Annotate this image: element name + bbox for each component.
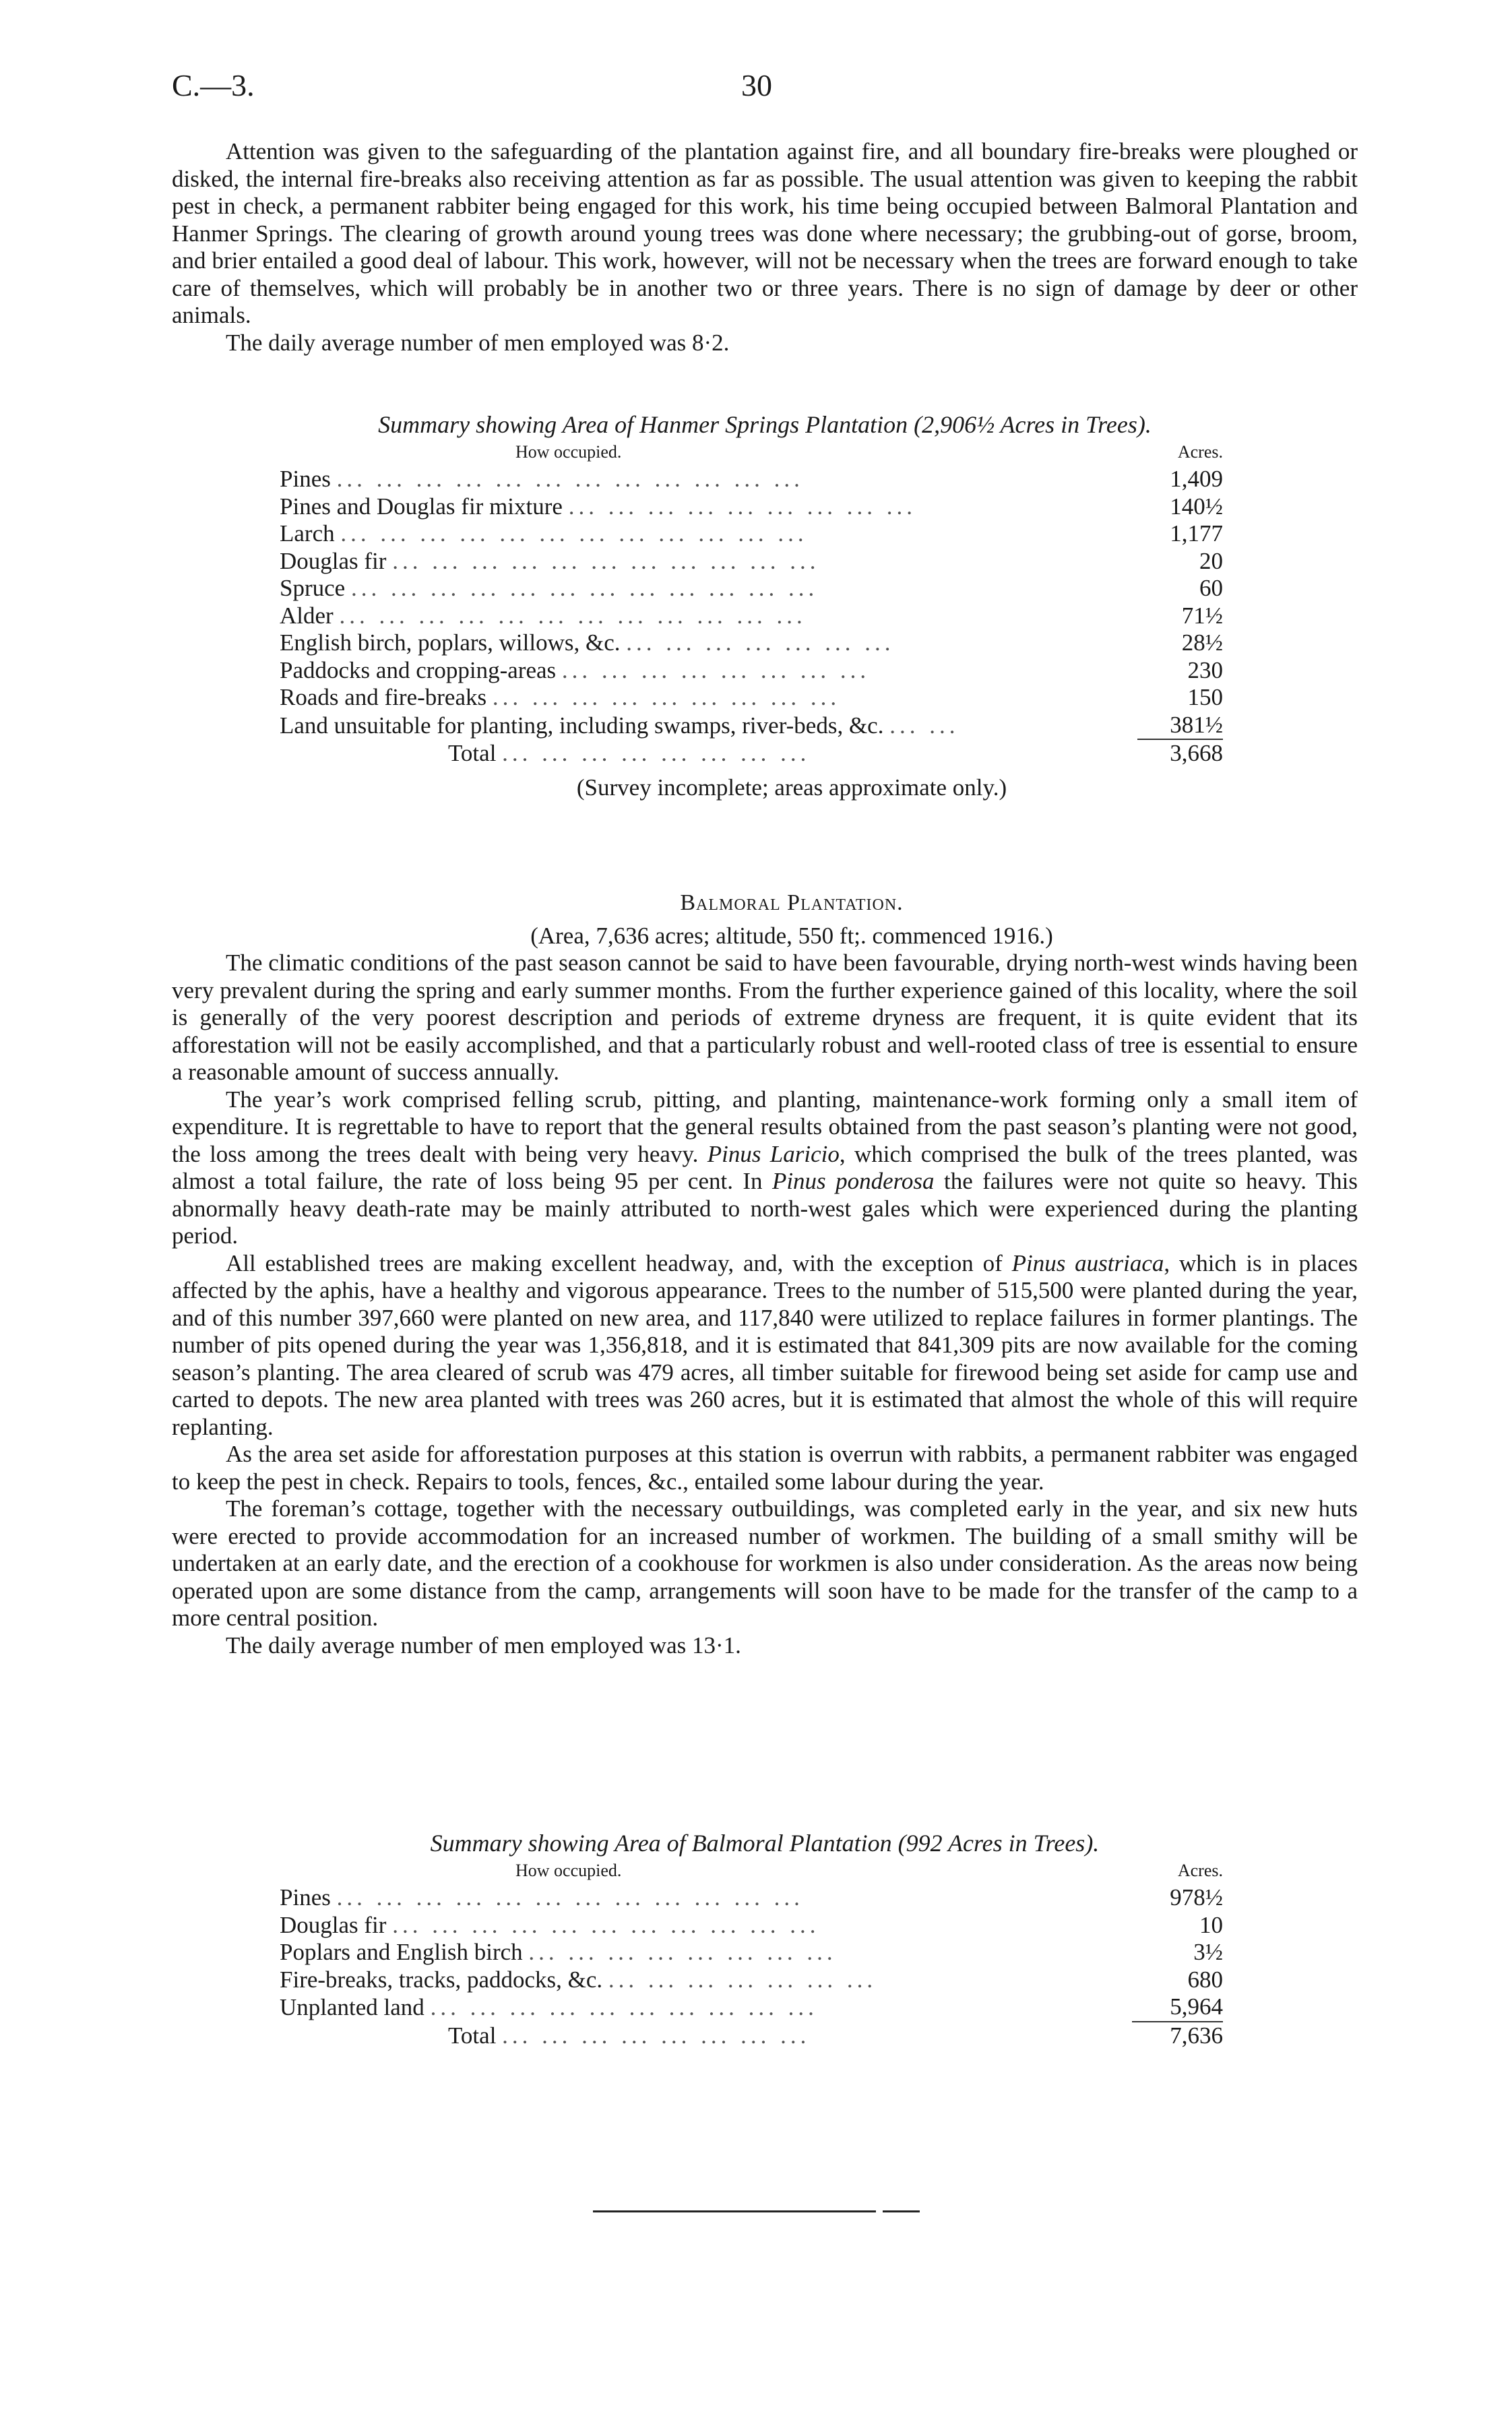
row-label: Douglas fir [280,1911,387,1938]
species-name: Pinus ponderosa [771,1168,935,1194]
column-header-how-occupied: How occupied. [515,1860,622,1880]
row-label: Unplanted land [280,1994,424,2020]
row-label: Pines and Douglas fir mixture [280,493,563,520]
row-label: Pines [280,1884,331,1911]
row-label: Land unsuitable for planting, including swamps, river-beds, &c. [280,712,884,739]
total-value: 7,636 [1132,2022,1223,2050]
row-value: 1,409 [1170,466,1223,492]
hanmer-summary [172,411,1358,801]
row-value: 71½ [1181,602,1223,629]
table-row: Pines ... ... ... ... ... ... ... ... ... ... ... ... 978½ [280,1884,1223,1911]
table-row: Spruce ... ... ... ... ... ... ... ... ... ... ... ... 60 [280,575,1223,601]
hanmer-paragraph-2: The daily average number of men employed was 8·2. [226,329,730,356]
row-value: 3½ [1193,1939,1223,1965]
table-header-row [280,439,1223,466]
table-row: Pines ... ... ... ... ... ... ... ... ... ... ... ... 1,409 [280,466,1223,492]
balmoral-paragraph-5: The foreman’s cottage, together with the necessary outbuildings, was completed early in the year, and six new huts were erected to provide accommodation for an increased number of workmen. The building of a small smithy will be undertaken at an early date, and the erection of a cookhouse for workmen is also under consideration. As the areas now being operated upon are some distance from the camp, arrangements will soon have to be made for the transfer of the camp to a more central position. [172,1495,1358,1631]
row-label: Pines [280,466,331,492]
row-value: 5,964 [1170,1993,1223,2020]
table-row: English birch, poplars, willows, &c. ... ... ... ... ... ... ... 28½ [280,629,1223,656]
table-total-row: Total ... ... ... ... ... ... ... ... 3,668 [448,740,1223,766]
closing-rule-short [883,2210,920,2212]
species-name: Pinus austriaca [1011,1249,1164,1276]
row-label: Poplars and English birch [280,1939,523,1965]
total-value: 3,668 [1137,739,1223,768]
closing-rule [593,2210,876,2212]
balmoral-paragraph-3: All established trees are making excellent headway, and, with the exception of Pinus austriaca, which is in places affected by the aphis, have a healthy and vigorous appearance. Trees to the number of 515,500 were planted during the year, and of this number 397,660 were planted on new area, and 117,840 were utilized to replace failures in former plantings. The number of pits opened during the year was 1,356,818, and it is estimated that 841,309 pits are now available for the coming season’s planting. The area cleared of scrub was 479 acres, all timber suitable for firewood being set aside for camp use and carted to depots. The new area planted with trees was 260 acres, but it is estimated that almost the whole of this will require replanting. [172,1249,1358,1440]
balmoral-paragraph-1: The climatic conditions of the past season cannot be said to have been favourable, drying north-west winds having been very prevalent during the spring and early summer months. From the further experience gained of this locality, where the soil is generally of the very poorest description and periods of extreme dryness are frequent, it is quite evident that its afforestation will not be easily accomplished, and that a particularly robust and well-rooted class of tree is essential to ensure a reasonable amount of success annually. [172,950,1358,1085]
column-header-how-occupied: How occupied. [515,441,622,462]
row-label: Roads and fire-breaks [280,684,487,710]
column-header-acres: Acres. [1177,1860,1223,1880]
row-value: 1,177 [1170,520,1223,547]
table-row: Poplars and English birch ... ... ... ... ... ... ... ... 3½ [280,1939,1223,1965]
hanmer-section [172,138,1358,356]
table-row: Unplanted land ... ... ... ... ... ... ... ... ... ... 5,964 [280,1993,1223,2020]
balmoral-heading: Balmoral Plantation. [680,890,904,915]
row-value: 381½ [1170,711,1223,738]
table-row: Douglas fir ... ... ... ... ... ... ... ... ... ... ... 10 [280,1911,1223,1938]
species-name: Pinus Laricio [707,1140,840,1167]
balmoral-summary-table [280,1857,1223,2050]
balmoral-subheading: (Area, 7,636 acres; altitude, 550 ft;. commenced 1916.) [530,922,1053,949]
row-value: 978½ [1170,1884,1223,1911]
table-row: Roads and fire-breaks ... ... ... ... ... ... ... ... ... 150 [280,684,1223,710]
hanmer-summary-table [280,439,1223,768]
total-label: Total [448,2022,497,2049]
total-label: Total [448,740,497,766]
balmoral-summary-caption: Summary showing Area of Balmoral Plantation (992 Acres in Trees). [430,1830,1100,1857]
row-label: Alder [280,602,334,629]
table-row: Douglas fir ... ... ... ... ... ... ... ... ... ... ... 20 [280,547,1223,574]
row-value: 10 [1199,1911,1223,1938]
row-label: Paddocks and cropping-areas [280,656,557,683]
balmoral-paragraph-4: As the area set aside for afforestation purposes at this station is overrun with rabbits, a permanent rabbiter was engaged to keep the pest in check. Repairs to tools, fences, &c., entailed some labour during the year. [172,1441,1358,1495]
page-header [0,67,1512,115]
table-row: Fire-breaks, tracks, paddocks, &c. ... ... ... ... ... ... ... 680 [280,1966,1223,1993]
table-row: Land unsuitable for planting, including swamps, river-beds, &c. ... ... 381½ [280,711,1223,739]
row-label: Douglas fir [280,547,387,574]
table-total-row: Total ... ... ... ... ... ... ... ... 7,636 [448,2022,1223,2049]
table-row: Alder ... ... ... ... ... ... ... ... ... ... ... ... 71½ [280,602,1223,629]
balmoral-paragraph-2: The year’s work comprised felling scrub, pitting, and planting, maintenance-work forming only a small item of expenditure. It is regrettable to have to report that the general results obtained from the past season’s planting were not good, the loss among the trees dealt with being very heavy. Pinus Laricio, which comprised the bulk of the trees planted, was almost a total failure, the rate of loss being 95 per cent. In Pinus ponderosa the failures were not quite so heavy. This abnormally heavy death-rate may be mainly attributed to north-west gales which were experienced during the planting period. [172,1086,1358,1249]
table-row: Larch ... ... ... ... ... ... ... ... ... ... ... ... 1,177 [280,520,1223,547]
row-label: Fire-breaks, tracks, paddocks, &c. [280,1966,603,1993]
hanmer-paragraph-1: Attention was given to the safeguarding of the plantation against fire, and all boundary fire-breaks were ploughed or disked, the internal fire-breaks also receiving attention as far as possible. The usual attention was given to keeping the rabbit pest in check, a permanent rabbiter being engaged for this work, his time being occupied between Balmoral Plantation and Hanmer Springs. The clearing of growth around young trees was done where necessary; the grubbing-out of gorse, broom, and brier entailed a good deal of labour. This work, however, will not be necessary when the trees are forward enough to take care of themselves, which will probably be in another two or three years. There is no sign of damage by deer or other animals. [172,138,1358,328]
balmoral-summary [172,1830,1358,2049]
row-value: 150 [1187,684,1223,710]
row-label: Larch [280,520,335,547]
balmoral-section [172,890,1358,1659]
row-label: Spruce [280,575,346,601]
column-header-acres: Acres. [1177,441,1223,462]
row-value: 28½ [1181,629,1223,656]
page-number: 30 [741,68,772,102]
document-reference: C.—3. [172,68,255,102]
row-label: English birch, poplars, willows, &c. [280,629,621,656]
hanmer-survey-note: (Survey incomplete; areas approximate only.) [576,774,1007,801]
table-header-row [280,1857,1223,1885]
balmoral-paragraph-6: The daily average number of men employed was 13·1. [226,1632,741,1658]
hanmer-summary-caption: Summary showing Area of Hanmer Springs Plantation (2,906½ Acres in Trees). [378,411,1152,438]
row-value: 20 [1199,547,1223,574]
table-row: Pines and Douglas fir mixture ... ... ... ... ... ... ... ... ... 140½ [280,493,1223,520]
row-value: 140½ [1170,493,1223,520]
table-row: Paddocks and cropping-areas ... ... ... ... ... ... ... ... 230 [280,656,1223,683]
row-value: 680 [1187,1966,1223,1993]
row-value: 230 [1187,656,1223,683]
row-value: 60 [1199,575,1223,601]
